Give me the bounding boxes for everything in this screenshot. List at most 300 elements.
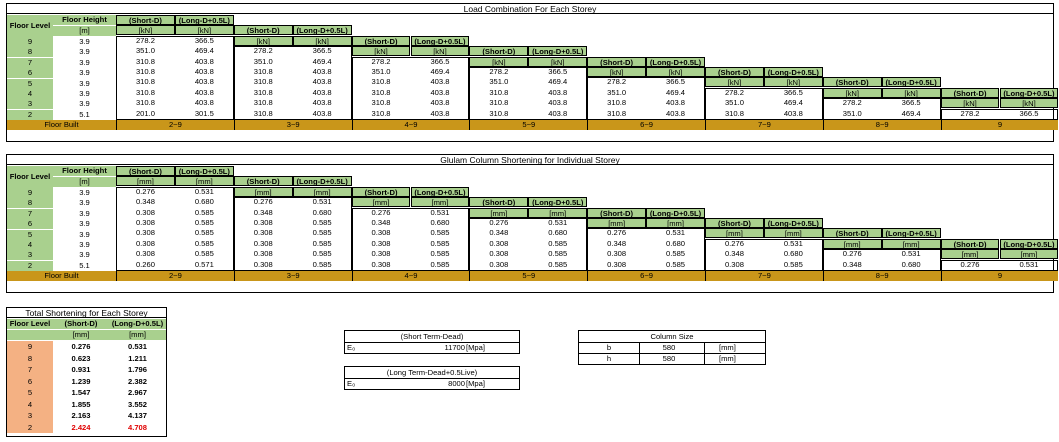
data-short-cell: 0.308 <box>135 218 155 227</box>
data-short-cell: 0.260 <box>135 259 155 269</box>
column-size-b-unit: [mm] <box>719 343 736 352</box>
unit-cell: [mm] <box>823 239 882 249</box>
data-short-cell: 278.2 <box>371 56 391 66</box>
unit-cell: [mm] <box>116 176 175 186</box>
data-long-cell: 0.680 <box>783 249 803 259</box>
data-long-cell: 0.680 <box>312 207 332 217</box>
load-combination-table <box>6 3 1054 142</box>
floor-level-cell: 3 <box>7 99 53 109</box>
data-long-cell: 0.585 <box>194 249 214 259</box>
group-outline <box>705 239 823 271</box>
floor-height-cell: 3.9 <box>79 47 90 57</box>
unit-cell: [kN] <box>175 25 234 35</box>
data-long-cell: 469.4 <box>666 87 686 97</box>
floor-built-cell: 5~9 <box>469 120 587 130</box>
short-d-header: (Short-D) <box>116 166 175 176</box>
long-term-e0-symbol: E₀ <box>347 379 356 388</box>
total-short-cell: 2.163 <box>71 411 91 420</box>
floor-height-cell: 3.9 <box>79 37 90 46</box>
long-d-header: (Long-D+0.5L) <box>882 77 941 87</box>
data-long-cell: 0.680 <box>430 218 450 227</box>
unit-cell: [kN] <box>882 88 941 98</box>
data-short-cell: 310.8 <box>489 108 509 118</box>
floor-built-cell: 7~9 <box>705 120 823 130</box>
short-d-header: (Short-D) <box>705 218 764 228</box>
long-d-header: (Long-D+0.5L) <box>882 228 941 238</box>
data-long-cell: 0.585 <box>194 228 214 238</box>
data-short-cell: 0.308 <box>724 259 744 269</box>
data-long-cell: 469.4 <box>901 108 921 118</box>
data-long-cell: 403.8 <box>194 87 214 97</box>
data-short-cell: 278.2 <box>253 46 273 56</box>
data-long-cell: 0.531 <box>783 238 803 248</box>
data-short-cell: 0.308 <box>135 228 155 238</box>
data-long-cell: 0.585 <box>430 228 450 238</box>
column-size-box <box>578 330 766 365</box>
long-d-header: (Long-D+0.5L) <box>175 15 234 25</box>
total-floor-cell: 7 <box>7 364 53 376</box>
data-short-cell: 351.0 <box>371 67 391 76</box>
short-d-header: (Short-D) <box>234 25 293 35</box>
unit-cell: [mm] <box>234 187 293 197</box>
unit-cell: [mm] <box>109 330 166 340</box>
data-short-cell: 0.276 <box>960 259 980 269</box>
data-short-cell: 0.308 <box>253 259 273 269</box>
group-outline <box>352 57 470 120</box>
total-short-cell: 0.931 <box>71 365 91 374</box>
data-short-cell: 0.348 <box>135 197 155 207</box>
data-short-cell: 0.276 <box>253 197 273 207</box>
data-long-cell: 403.8 <box>783 108 803 118</box>
group-outline <box>705 88 823 120</box>
floor-level-cell: 4 <box>7 89 53 99</box>
unit-cell: [kN] <box>293 36 352 46</box>
data-long-cell: 0.585 <box>194 207 214 217</box>
header-floor-level: Floor Level <box>7 319 53 329</box>
data-short-cell: 310.8 <box>253 77 273 87</box>
data-short-cell: 310.8 <box>135 98 155 108</box>
floor-height-cell: 3.9 <box>79 89 90 98</box>
data-long-cell: 403.8 <box>194 56 214 66</box>
data-long-cell: 0.585 <box>312 259 332 269</box>
unit-cell: [kN] <box>764 77 823 87</box>
floor-height-cell: 5.1 <box>79 260 90 270</box>
total-floor-cell: 3 <box>7 410 53 422</box>
data-long-cell: 0.531 <box>666 228 686 238</box>
column-size-h-label: h <box>606 354 612 363</box>
floor-level-cell: 8 <box>7 47 53 57</box>
data-short-cell: 310.8 <box>135 87 155 97</box>
floor-built-cell: 3~9 <box>234 120 352 130</box>
data-short-cell: 0.308 <box>253 228 273 238</box>
data-long-cell: 0.680 <box>194 197 214 207</box>
data-long-cell: 0.585 <box>666 259 686 269</box>
data-short-cell: 0.276 <box>135 186 155 196</box>
data-long-cell: 0.585 <box>430 259 450 269</box>
data-short-cell: 0.308 <box>371 228 391 238</box>
floor-level-cell: 9 <box>7 188 53 198</box>
short-d-header: (Short-D) <box>823 77 882 87</box>
data-long-cell: 0.585 <box>430 238 450 248</box>
group-outline <box>234 197 352 271</box>
group-outline <box>469 218 587 271</box>
data-long-cell: 403.8 <box>666 108 686 118</box>
data-short-cell: 310.8 <box>371 108 391 118</box>
total-short-cell: 0.623 <box>71 353 91 363</box>
long-term-e0-unit: [Mpa] <box>466 379 485 388</box>
floor-built-label: Floor Built <box>7 120 116 130</box>
data-long-cell: 469.4 <box>548 77 568 87</box>
short-d-header: (Short-D) <box>116 15 175 25</box>
data-long-cell: 403.8 <box>548 108 568 118</box>
data-short-cell: 0.308 <box>607 249 627 259</box>
data-long-cell: 403.8 <box>548 87 568 97</box>
data-short-cell: 278.2 <box>724 87 744 97</box>
data-short-cell: 278.2 <box>135 35 155 45</box>
data-short-cell: 0.308 <box>371 259 391 269</box>
header-floor-height: Floor Height <box>53 15 116 25</box>
data-long-cell: 403.8 <box>430 98 450 108</box>
data-short-cell: 0.308 <box>253 218 273 227</box>
data-long-cell: 0.585 <box>312 218 332 227</box>
long-d-header: (Long-D+0.5L) <box>646 208 705 218</box>
data-long-cell: 0.585 <box>312 228 332 238</box>
unit-cell: [kN] <box>469 57 528 67</box>
long-d-header: (Long-D+0.5L) <box>528 46 587 56</box>
long-term-title: (Long Term-Dead+0.5Live) <box>386 368 478 377</box>
long-d-header: (Long-D+0.5L) <box>293 176 352 186</box>
unit-cell: [mm] <box>882 239 941 249</box>
floor-built-cell: 7~9 <box>705 271 823 281</box>
unit-cell: [mm] <box>53 330 109 340</box>
total-long-cell: 4.137 <box>127 411 147 420</box>
long-d-header: (Long-D+0.5L) <box>1000 88 1059 98</box>
header-height-unit: [m] <box>53 177 116 187</box>
data-short-cell: 310.8 <box>135 56 155 66</box>
data-short-cell: 0.348 <box>842 259 862 269</box>
data-short-cell: 310.8 <box>371 77 391 87</box>
data-short-cell: 278.2 <box>960 108 980 118</box>
data-long-cell: 403.8 <box>194 98 214 108</box>
data-short-cell: 0.308 <box>371 249 391 259</box>
data-short-cell: 0.308 <box>253 238 273 248</box>
unit-cell: [mm] <box>587 218 646 228</box>
data-short-cell: 310.8 <box>371 98 391 108</box>
data-long-cell: 0.585 <box>312 249 332 259</box>
data-short-cell: 310.8 <box>489 87 509 97</box>
short-term-dead-title: (Short Term-Dead) <box>400 332 464 341</box>
header-floor-level: Floor Level <box>7 15 53 37</box>
unit-cell: [mm] <box>352 197 411 207</box>
unit-cell: [kN] <box>411 46 470 56</box>
floor-built-cell: 8~9 <box>823 271 941 281</box>
data-long-cell: 0.531 <box>901 249 921 259</box>
floor-height-cell: 3.9 <box>79 250 90 260</box>
floor-level-cell: 7 <box>7 209 53 219</box>
group-outline <box>823 98 941 120</box>
short-d-header: (Short-D) <box>587 208 646 218</box>
data-long-cell: 0.585 <box>548 238 568 248</box>
unit-cell: [mm] <box>764 228 823 238</box>
long-d-header: (Long-D+0.5L) <box>646 57 705 67</box>
short-d-header: (Short-D) <box>352 187 411 197</box>
floor-built-cell: 4~9 <box>352 120 470 130</box>
floor-built-cell: 9 <box>941 271 1059 281</box>
data-short-cell: 310.8 <box>253 87 273 97</box>
total-long-cell: 3.552 <box>127 399 147 409</box>
floor-built-cell: 9 <box>941 120 1059 130</box>
floor-built-cell: 6~9 <box>587 120 705 130</box>
data-long-cell: 469.4 <box>783 98 803 108</box>
short-d-header: (Short-D) <box>587 57 646 67</box>
floor-height-cell: 5.1 <box>79 109 90 119</box>
short-d-header: (Short-D) <box>469 197 528 207</box>
floor-level-cell: 5 <box>7 230 53 240</box>
data-short-cell: 0.276 <box>607 228 627 238</box>
floor-built-cell: 2~9 <box>116 271 234 281</box>
unit-cell: [kN] <box>587 67 646 77</box>
data-long-cell: 403.8 <box>194 67 214 76</box>
data-long-cell: 0.531 <box>312 197 332 207</box>
floor-level-cell: 3 <box>7 250 53 260</box>
short-d-header: (Short-D) <box>823 228 882 238</box>
floor-height-cell: 3.9 <box>79 240 90 249</box>
group-outline <box>587 77 705 120</box>
data-short-cell: 351.0 <box>607 87 627 97</box>
total-long-cell: 2.382 <box>127 376 147 386</box>
data-short-cell: 310.8 <box>135 77 155 87</box>
header-short-d: (Short-D) <box>53 319 109 329</box>
total-floor-cell: 6 <box>7 376 53 388</box>
data-short-cell: 0.308 <box>371 238 391 248</box>
unit-cell: [mm] <box>411 197 470 207</box>
data-short-cell: 310.8 <box>607 98 627 108</box>
data-short-cell: 0.308 <box>135 238 155 248</box>
data-long-cell: 0.571 <box>194 259 214 269</box>
long-d-header: (Long-D+0.5L) <box>175 166 234 176</box>
data-short-cell: 310.8 <box>724 108 744 118</box>
unit-cell: [mm] <box>646 218 705 228</box>
floor-level-cell: 9 <box>7 37 53 47</box>
total-long-cell: 2.967 <box>127 388 147 397</box>
total-long-cell: 1.211 <box>128 353 147 363</box>
data-short-cell: 310.8 <box>607 108 627 118</box>
data-long-cell: 366.5 <box>194 35 214 45</box>
total-long-cell: 4.708 <box>127 422 147 432</box>
floor-height-cell: 3.9 <box>79 57 90 67</box>
data-long-cell: 403.8 <box>312 77 332 87</box>
data-long-cell: 0.585 <box>783 259 803 269</box>
short-term-e0-value: 11700 <box>444 343 465 352</box>
data-short-cell: 0.348 <box>253 207 273 217</box>
short-d-header: (Short-D) <box>234 176 293 186</box>
data-short-cell: 351.0 <box>253 56 273 66</box>
data-long-cell: 0.585 <box>548 249 568 259</box>
group-outline <box>941 260 1059 271</box>
group-outline <box>352 208 470 271</box>
short-d-header: (Short-D) <box>941 239 1000 249</box>
short-d-header: (Short-D) <box>941 88 1000 98</box>
short-term-e0-symbol: E₀ <box>347 343 356 352</box>
floor-built-cell: 4~9 <box>352 271 470 281</box>
data-long-cell: 403.8 <box>430 77 450 87</box>
floor-height-cell: 3.9 <box>79 229 90 239</box>
data-long-cell: 0.531 <box>1019 259 1039 269</box>
short-d-header: (Short-D) <box>469 46 528 56</box>
column-size-h-unit: [mm] <box>719 354 736 363</box>
total-short-cell: 0.276 <box>71 342 91 351</box>
floor-level-cell: 7 <box>7 58 53 68</box>
data-long-cell: 403.8 <box>548 98 568 108</box>
total-short-cell: 2.424 <box>71 422 91 432</box>
header-height-unit: [m] <box>53 26 116 36</box>
floor-height-cell: 3.9 <box>79 99 90 109</box>
unit-cell: [mm] <box>175 176 234 186</box>
floor-height-cell: 3.9 <box>79 188 90 197</box>
long-d-header: (Long-D+0.5L) <box>411 36 470 46</box>
column-size-h-value: 580 <box>662 354 676 363</box>
floor-height-cell: 3.9 <box>79 68 90 78</box>
header-floor-height: Floor Height <box>53 166 116 176</box>
unit-cell: [mm] <box>293 187 352 197</box>
data-long-cell: 403.8 <box>312 98 332 108</box>
long-d-header: (Long-D+0.5L) <box>1000 239 1059 249</box>
unit-cell: [mm] <box>469 208 528 218</box>
data-long-cell: 0.531 <box>430 207 450 217</box>
data-short-cell: 0.348 <box>489 228 509 238</box>
total-floor-cell: 9 <box>7 341 53 353</box>
unit-cell: [kN] <box>705 77 764 87</box>
short-term-dead-box <box>344 330 520 354</box>
unit-cell: [kN] <box>116 25 175 35</box>
data-long-cell: 403.8 <box>312 108 332 118</box>
short-d-header: (Short-D) <box>705 67 764 77</box>
total-floor-cell: 8 <box>7 353 53 365</box>
data-short-cell: 351.0 <box>489 77 509 87</box>
total-short-cell: 1.239 <box>71 376 91 386</box>
long-d-header: (Long-D+0.5L) <box>293 25 352 35</box>
data-long-cell: 469.4 <box>312 56 332 66</box>
header-long-d: (Long-D+0.5L) <box>109 319 166 329</box>
data-short-cell: 0.276 <box>724 238 744 248</box>
data-long-cell: 0.531 <box>548 218 568 227</box>
data-short-cell: 351.0 <box>135 46 155 56</box>
data-long-cell: 0.585 <box>666 249 686 259</box>
data-long-cell: 366.5 <box>1019 108 1039 118</box>
header-floor-level: Floor Level <box>7 166 53 188</box>
data-short-cell: 0.276 <box>371 207 391 217</box>
data-long-cell: 366.5 <box>901 98 921 108</box>
group-outline <box>587 228 705 271</box>
long-term-e0-value: 8000 <box>448 379 465 388</box>
floor-built-cell: 5~9 <box>469 271 587 281</box>
column-shortening-table <box>6 154 1054 293</box>
data-long-cell: 366.5 <box>312 46 332 56</box>
floor-level-cell: 2 <box>7 110 53 120</box>
floor-level-cell: 2 <box>7 261 53 271</box>
unit-cell: [kN] <box>823 88 882 98</box>
data-long-cell: 0.585 <box>430 249 450 259</box>
floor-level-cell: 4 <box>7 240 53 250</box>
unit-cell: [mm] <box>705 228 764 238</box>
data-short-cell: 0.348 <box>607 238 627 248</box>
data-short-cell: 201.0 <box>135 108 155 118</box>
data-long-cell: 366.5 <box>430 56 450 66</box>
floor-level-cell: 8 <box>7 198 53 208</box>
total-shortening-table <box>6 307 167 437</box>
floor-built-cell: 3~9 <box>234 271 352 281</box>
group-outline <box>116 36 234 120</box>
data-long-cell: 403.8 <box>430 87 450 97</box>
unit-cell: [mm] <box>1000 249 1059 259</box>
data-short-cell: 310.8 <box>135 67 155 76</box>
short-d-header: (Short-D) <box>352 36 411 46</box>
data-long-cell: 469.4 <box>194 46 214 56</box>
data-short-cell: 0.276 <box>489 218 509 227</box>
unit-cell: [kN] <box>941 98 1000 108</box>
data-short-cell: 0.308 <box>489 249 509 259</box>
data-long-cell: 0.680 <box>548 228 568 238</box>
data-short-cell: 0.348 <box>371 218 391 227</box>
data-long-cell: 0.585 <box>548 259 568 269</box>
data-short-cell: 351.0 <box>842 108 862 118</box>
data-short-cell: 0.276 <box>842 249 862 259</box>
data-short-cell: 278.2 <box>489 67 509 76</box>
data-long-cell: 366.5 <box>666 77 686 87</box>
group-outline <box>941 109 1059 120</box>
long-d-header: (Long-D+0.5L) <box>764 67 823 77</box>
total-shortening-title: Total Shortening for Each Storey <box>6 307 167 318</box>
unit-blank <box>7 330 53 340</box>
data-long-cell: 0.585 <box>194 218 214 227</box>
short-term-e0-unit: [Mpa] <box>466 343 485 352</box>
data-long-cell: 403.8 <box>430 108 450 118</box>
floor-level-cell: 6 <box>7 68 53 78</box>
load-combination-title: Load Combination For Each Storey <box>6 3 1054 14</box>
floor-built-cell: 8~9 <box>823 120 941 130</box>
total-long-cell: 1.796 <box>127 365 147 374</box>
data-short-cell: 0.308 <box>489 259 509 269</box>
data-long-cell: 366.5 <box>548 67 568 76</box>
unit-cell: [mm] <box>941 249 1000 259</box>
total-short-cell: 1.855 <box>71 399 91 409</box>
total-floor-cell: 4 <box>7 399 53 411</box>
data-short-cell: 351.0 <box>724 98 744 108</box>
floor-height-cell: 3.9 <box>79 219 90 229</box>
floor-level-cell: 6 <box>7 219 53 229</box>
data-long-cell: 403.8 <box>194 77 214 87</box>
column-size-title: Column Size <box>650 332 694 341</box>
data-long-cell: 403.8 <box>312 67 332 76</box>
unit-cell: [kN] <box>528 57 587 67</box>
data-long-cell: 469.4 <box>430 67 450 76</box>
data-short-cell: 278.2 <box>607 77 627 87</box>
group-outline <box>469 67 587 120</box>
data-short-cell: 0.308 <box>607 259 627 269</box>
unit-cell: [mm] <box>528 208 587 218</box>
floor-built-cell: 2~9 <box>116 120 234 130</box>
data-short-cell: 0.348 <box>724 249 744 259</box>
floor-height-cell: 3.9 <box>79 198 90 208</box>
long-term-dead-live-box <box>344 366 520 390</box>
floor-built-label: Floor Built <box>7 271 116 281</box>
group-outline <box>823 249 941 271</box>
data-short-cell: 0.308 <box>135 249 155 259</box>
data-short-cell: 310.8 <box>253 98 273 108</box>
data-long-cell: 0.680 <box>666 238 686 248</box>
data-short-cell: 278.2 <box>842 98 862 108</box>
long-d-header: (Long-D+0.5L) <box>411 187 470 197</box>
